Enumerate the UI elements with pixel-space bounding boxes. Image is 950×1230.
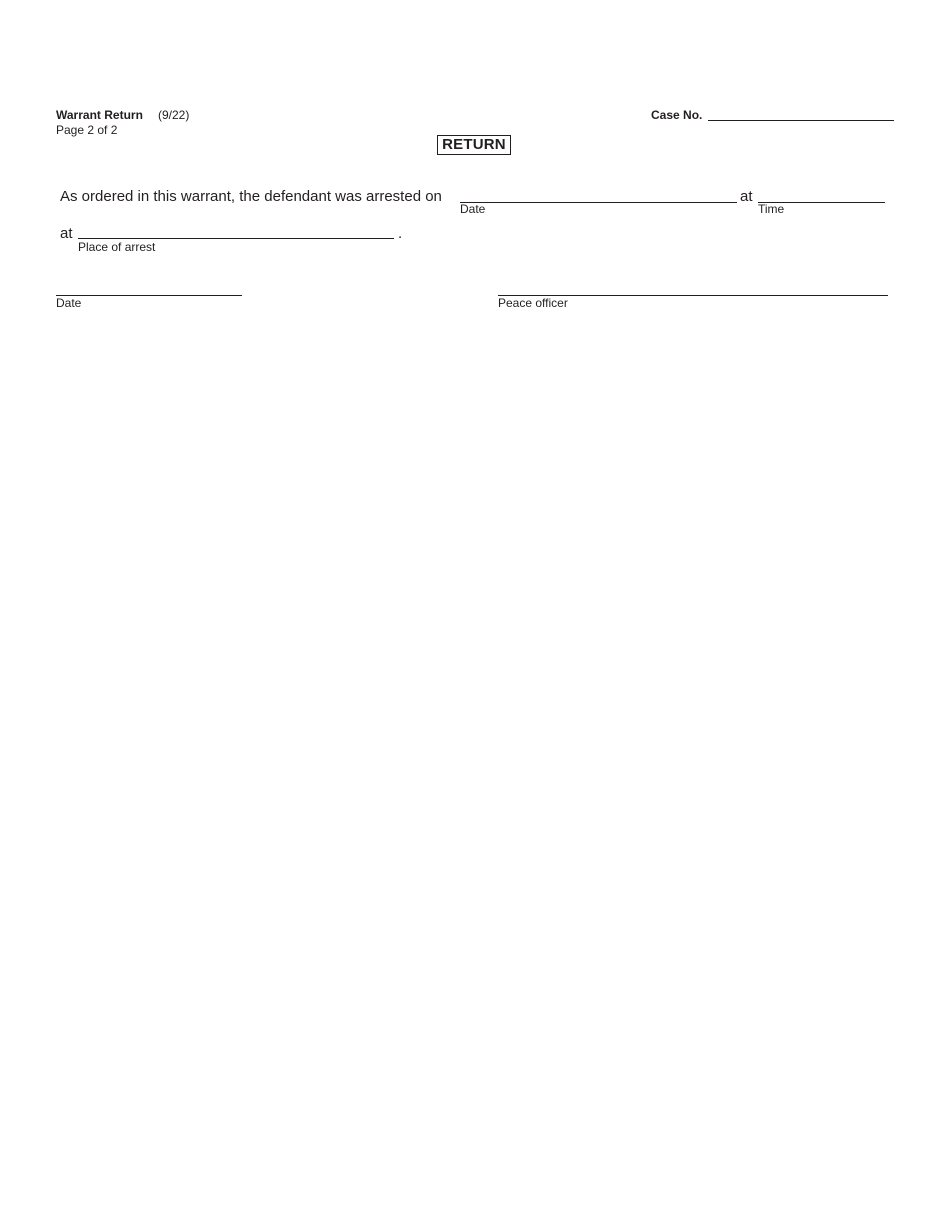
place-of-arrest-caption: Place of arrest <box>78 240 156 254</box>
peace-officer-caption: Peace officer <box>498 296 568 310</box>
form-title: Warrant Return <box>56 108 143 122</box>
arrest-statement: As ordered in this warrant, the defendant was arrested on <box>60 188 442 205</box>
section-title-return: RETURN <box>437 135 511 155</box>
signature-date-field[interactable] <box>56 295 242 296</box>
arrest-date-field[interactable] <box>460 202 737 203</box>
place-of-arrest-field[interactable] <box>78 238 394 239</box>
case-no-label: Case No. <box>651 108 703 122</box>
form-revision: (9/22) <box>158 108 190 122</box>
arrest-time-caption: Time <box>758 202 785 216</box>
at-word-time: at <box>740 188 753 205</box>
statement-end-period: . <box>398 225 403 242</box>
case-no-field[interactable] <box>708 120 894 121</box>
arrest-date-caption: Date <box>460 202 486 216</box>
at-word-place: at <box>60 225 73 242</box>
page-indicator: Page 2 of 2 <box>56 123 118 137</box>
signature-date-caption: Date <box>56 296 82 310</box>
